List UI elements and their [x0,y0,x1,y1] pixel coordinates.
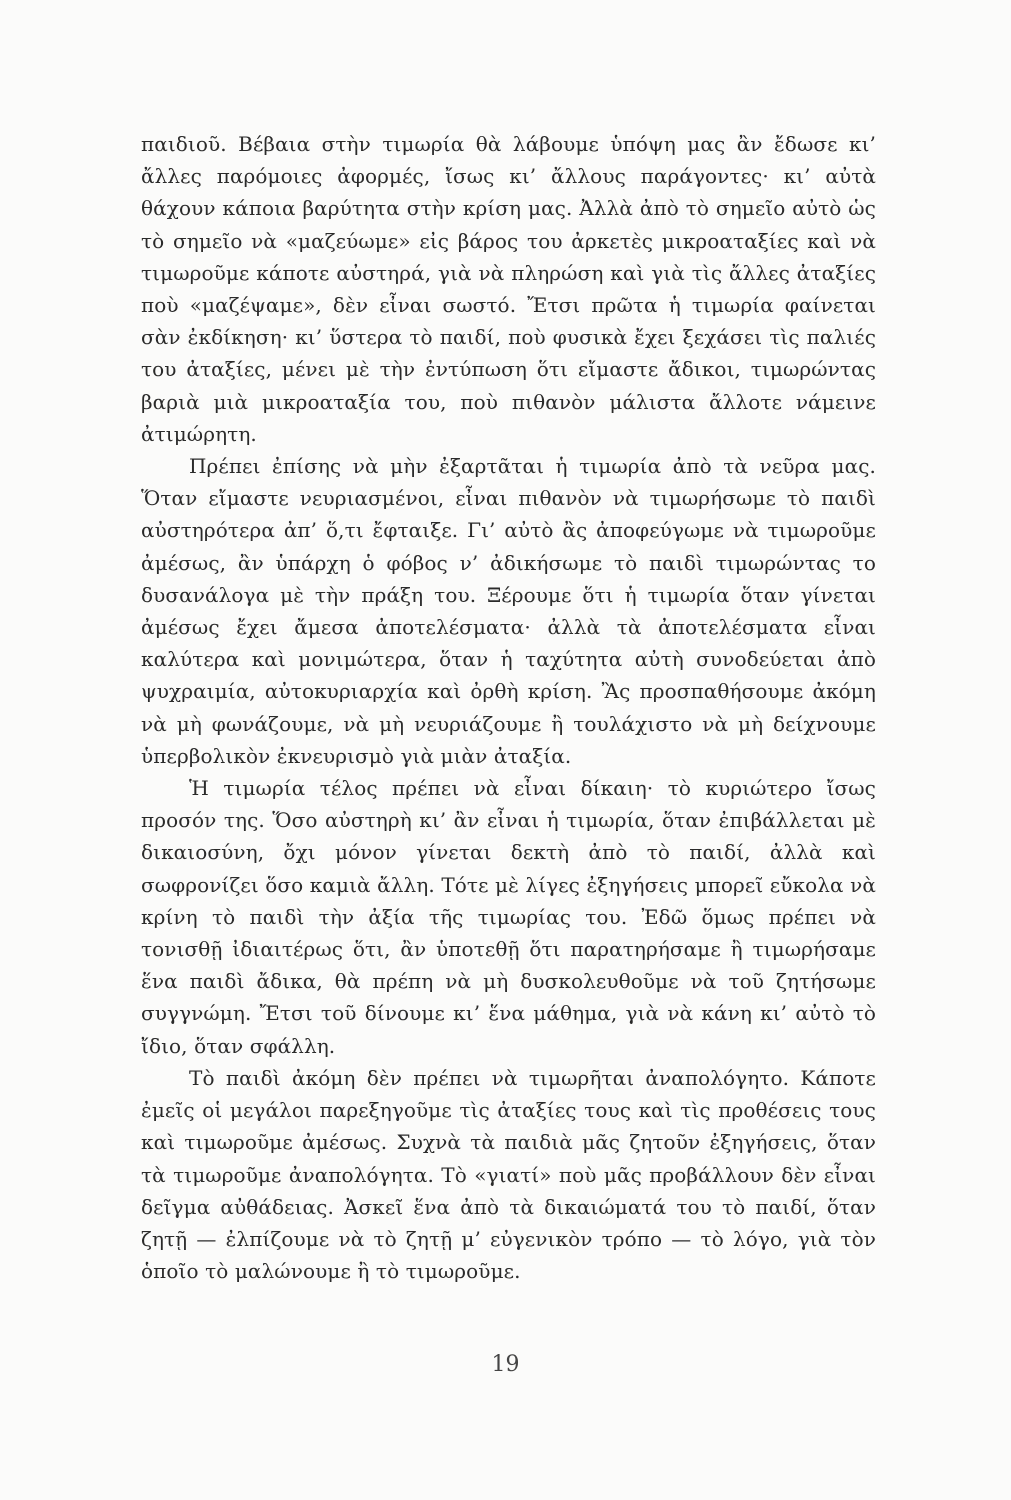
paragraph-continuation: παιδιοῦ. Βέβαια στὴν τιμωρία θὰ λάβουμε ὑπόψη μας ἂν ἔδωσε κι’ ἄλλες παρόμοιες ἀφορμές, ἴσως κι’ ἄλλους παράγοντες· κι’ αὐτὰ θάχουν κάποια βαρύτητα στὴν κρίση μας. Ἀλλὰ ἀπὸ τὸ σημεῖο αὐτὸ ὡς τὸ σημεῖο νὰ «μαζεύωμε» εἰς βάρος του ἀρκετὲς μικροαταξίες καὶ νὰ τιμωροῦμε κάποτε αὐστηρά, γιὰ νὰ πληρώση καὶ γιὰ τὶς ἄλλες ἀταξίες ποὺ «μαζέψαμε», δὲν εἶναι σωστό. Ἔτσι πρῶτα ἡ τιμωρία φαίνεται σὰν ἐκδίκηση· κι’ ὕστερα τὸ παιδί, ποὺ φυσικὰ ἔχει ξεχάσει τὶς παλιές του ἀταξίες, μένει μὲ τὴν ἐντύπωση ὅτι εἴμαστε ἄδικοι, τιμωρώντας βαριὰ μιὰ μικροαταξία του, ποὺ πιθανὸν μάλιστα ἄλλοτε νάμεινε ἀτιμώρητη. [141,132,876,446]
paragraph-explanation: Τὸ παιδὶ ἀκόμη δὲν πρέπει νὰ τιμωρῆται ἀναπολόγητο. Κάποτε ἐμεῖς οἱ μεγάλοι παρεξηγοῦμε τὶς ἀταξίες τους καὶ τὶς προθέσεις τους καὶ τιμωροῦμε ἀμέσως. Συχνὰ τὰ παιδιὰ μᾶς ζητοῦν ἐξηγήσεις, ὅταν τὰ τιμωροῦμε ἀναπολόγητα. Τὸ «γιατί» ποὺ μᾶς προβάλλουν δὲν εἶναι δεῖγμα αὐθάδειας. Ἀσκεῖ ἕνα ἀπὸ τὰ δικαιώματά του τὸ παιδί, ὅταν ζητῇ — ἐλπίζουμε νὰ τὸ ζητῇ μ’ εὐγενικὸν τρόπο — τὸ λόγο, γιὰ τὸν ὁποῖο τὸ μαλώνουμε ἢ τὸ τιμωροῦμε. [141,1065,876,1284]
paragraph-nerves: Πρέπει ἐπίσης νὰ μὴν ἐξαρτᾶται ἡ τιμωρία ἀπὸ τὰ νεῦρα μας. Ὅταν εἴμαστε νευριασμένοι, εἶναι πιθανὸν νὰ τιμωρήσωμε τὸ παιδὶ αὐστηρότερα ἀπ’ ὅ,τι ἔφταιξε. Γι’ αὐτὸ ἂς ἀποφεύγωμε νὰ τιμωροῦμε ἀμέσως, ἂν ὑπάρχη ὁ φόβος ν’ ἀδικήσωμε τὸ παιδὶ τιμωρώντας το δυσανάλογα μὲ τὴν πράξη του. Ξέρουμε ὅτι ἡ τιμωρία ὅταν γίνεται ἀμέσως ἔχει ἄμεσα ἀποτελέσματα· ἀλλὰ τὰ ἀποτελέσματα εἶναι καλύτερα καὶ μονιμώτερα, ὅταν ἡ ταχύτητα αὐτὴ συνοδεύεται ἀπὸ ψυχραιμία, αὐτοκυριαρχία καὶ ὀρθὴ κρίση. Ἂς προσπαθήσουμε ἀκόμη νὰ μὴ φωνάζουμε, νὰ μὴ νευριάζουμε ἢ τουλάχιστο νὰ μὴ δείχνουμε ὑπερβολικὸν ἐκνευρισμὸ γιὰ μιὰν ἀταξία. [141,454,876,768]
body-text [141,128,876,1287]
paragraph-justice: Ἡ τιμωρία τέλος πρέπει νὰ εἶναι δίκαιη· τὸ κυριώτερο ἴσως προσόν της. Ὅσο αὐστηρὴ κι’ ἂν εἶναι ἡ τιμωρία, ὅταν ἐπιβάλλεται μὲ δικαιοσύνη, ὄχι μόνον γίνεται δεκτὴ ἀπὸ τὸ παιδί, ἀλλὰ καὶ σωφρονίζει ὅσο καμιὰ ἄλλη. Τότε μὲ λίγες ἐξηγήσεις μπορεῖ εὔκολα νὰ κρίνη τὸ παιδὶ τὴν ἀξία τῆς τιμωρίας του. Ἐδῶ ὅμως πρέπει νὰ τονισθῇ ἰδιαιτέρως ὅτι, ἂν ὑποτεθῇ ὅτι παρατηρήσαμε ἢ τιμωρήσαμε ἕνα παιδὶ ἄδικα, θὰ πρέπη νὰ μὴ δυσκολευθοῦμε νὰ τοῦ ζητήσωμε συγγνώμη. Ἔτσι τοῦ δίνουμε κι’ ἕνα μάθημα, γιὰ νὰ κάνη κι’ αὐτὸ τὸ ἴδιο, ὅταν σφάλλη. [141,776,876,1058]
page-number: 19 [491,1352,520,1377]
